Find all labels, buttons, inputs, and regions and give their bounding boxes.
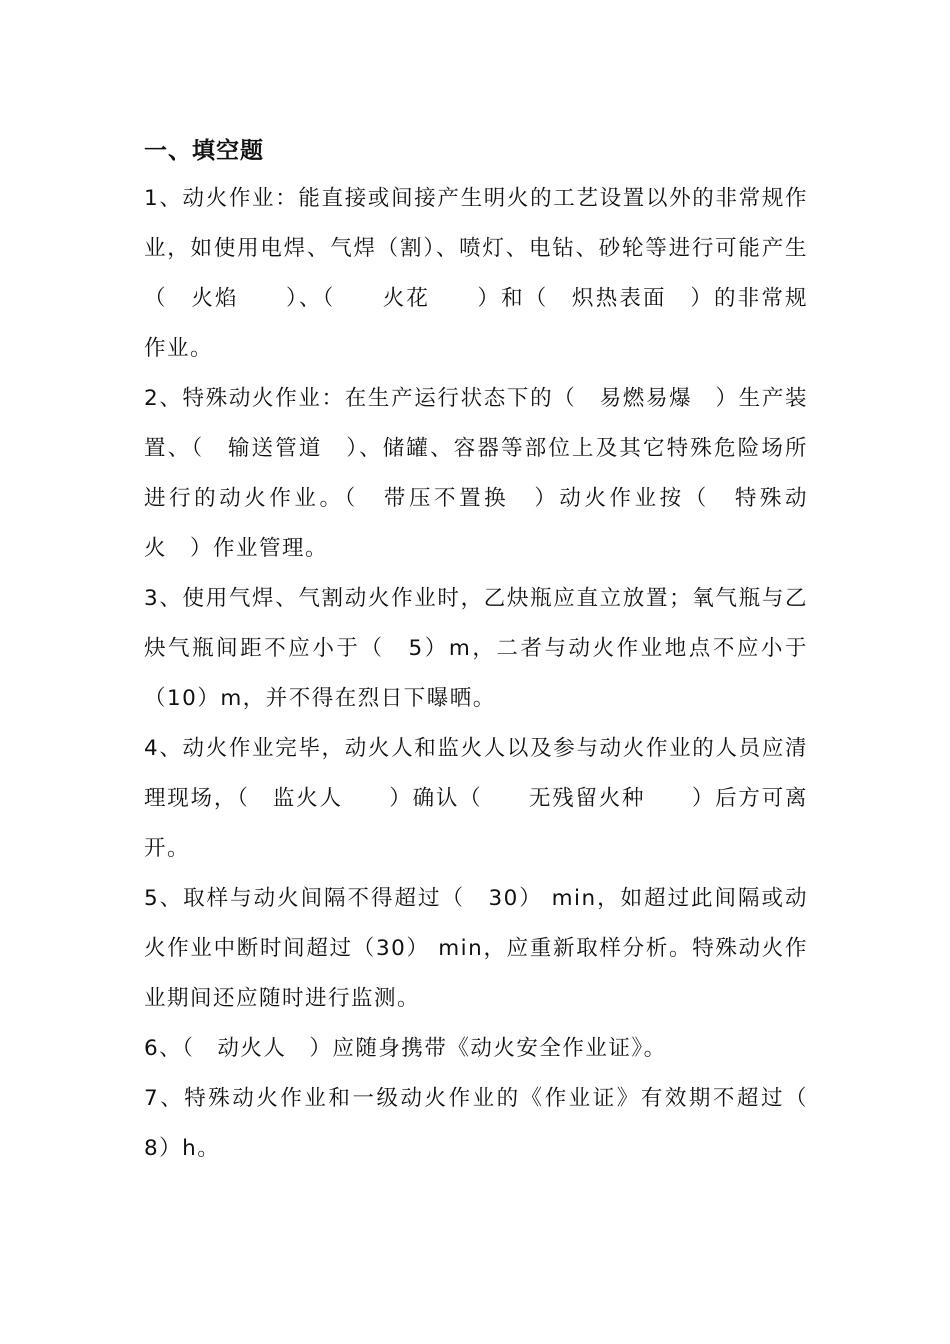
question-7: 7、特殊动火作业和一级动火作业的《作业证》有效期不超过（ 8）h。 bbox=[144, 1086, 832, 1161]
question-1: 1、动火作业：能直接或间接产生明火的工艺设置以外的非常规作业，如使用电焊、气焊（割）、喷灯、电钻、砂轮等进行可能产生（ 火焰 ）、（ 火花 ）和（ 炽热表面 ）的非常规作业。 bbox=[144, 186, 808, 361]
section-title: 一、填空题 bbox=[144, 138, 264, 164]
question-2: 2、特殊动火作业：在生产运行状态下的（ 易燃易爆 ）生产装置、（ 输送管道 ）、储罐、容器等部位上及其它特殊危险场所进行的动火作业。（ 带压不置换 ）动火作业按（ 特殊动火 ）作业管理。 bbox=[144, 386, 808, 561]
question-6: 6、（ 动火人 ）应随身携带《动火安全作业证》。 bbox=[144, 1036, 667, 1061]
document-body bbox=[144, 128, 832, 1174]
question-4: 4、动火作业完毕，动火人和监火人以及参与动火作业的人员应清理现场，（ 监火人 ）确认（ 无残留火种 ）后方可离开。 bbox=[144, 736, 808, 861]
question-3: 3、使用气焊、气割动火作业时，乙炔瓶应直立放置；氧气瓶与乙炔气瓶间距不应小于（ 5）m，二者与动火作业地点不应小于（10）m，并不得在烈日下曝晒。 bbox=[144, 586, 808, 711]
question-5: 5、取样与动火间隔不得超过（ 30） min，如超过此间隔或动火作业中断时间超过（30） min，应重新取样分析。特殊动火作业期间还应随时进行监测。 bbox=[144, 886, 808, 1011]
